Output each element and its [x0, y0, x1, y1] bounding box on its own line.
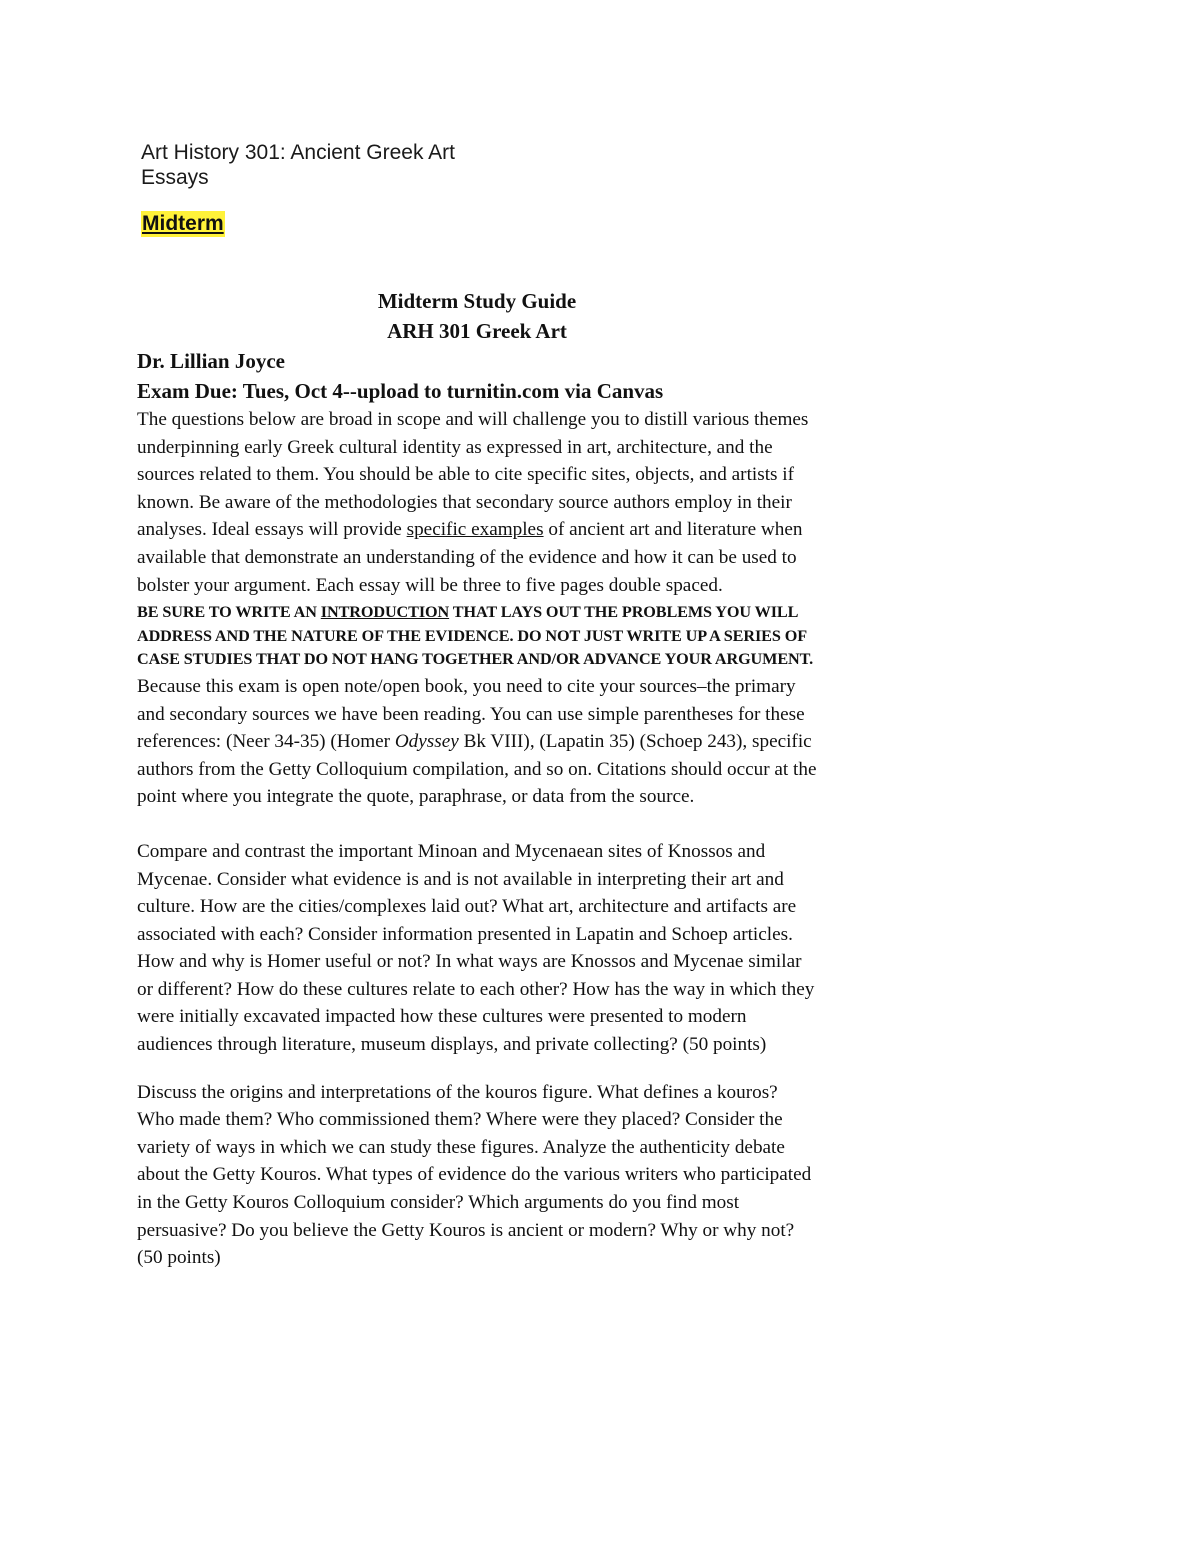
document-header [141, 140, 455, 190]
course-title: Art History 301: Ancient Greek Art [141, 141, 455, 164]
warning-text: BE SURE TO WRITE AN [137, 603, 321, 622]
intro-underlined-text: specific examples [406, 519, 544, 541]
citation-text: Because this exam is open note/open book, you need to cite your sources–the primary and secondary sources we have been reading. You can use simple parentheses for these references: (Neer 34-35) (Homer [137, 675, 805, 753]
section-title: Essays [141, 166, 209, 189]
study-guide-image [137, 286, 817, 1272]
citation-italic-text: Odyssey [394, 731, 459, 753]
guide-title: Midterm Study Guide [377, 289, 577, 313]
citation-paragraph [137, 673, 817, 811]
essay-question-2: Discuss the origins and interpretations of the kouros figure. What defines a kouros? Who made them? Who commissioned them? Where were they placed? Consider the variety of ways in which we can study these figures. Analyze the authenticity debate about the Getty Kouros. What types of evidence do the various writers who participated in the Getty Kouros Colloquium consider? Which arguments do you find most persuasive? Do you believe the Getty Kouros is ancient or modern? Why or why not? (50 points) [137, 1081, 812, 1269]
warning-text-end: THAT LAYS OUT THE PROBLEMS YOU WILL ADDRESS AND THE NATURE OF THE EVIDENCE. DO NOT JUST WRITE UP A SERIES OF CASE STUDIES THAT DO NOT HANG TOGETHER AND/OR ADVANCE YOUR ARGUMENT. [137, 603, 814, 669]
guide-subtitle: ARH 301 Greek Art [387, 319, 567, 343]
introduction-warning [137, 601, 817, 672]
essay-question-1: Compare and contrast the important Minoan and Mycenaean sites of Knossos and Mycenae. Consider what evidence is and is not available in interpreting their art and culture. How are the cities/complexes laid out? What art, architecture and artifacts are associated with each? Consider information presented in Lapatin and Schoep articles. How and why is Homer useful or not? In what ways are Knossos and Mycenae similar or different? How do these cultures relate to each other? How has the way in which they were initially excavated impacted how these cultures were presented to modern audiences through literature, museum displays, and private collecting? (50 points) [137, 840, 815, 1056]
citation-text-end: Bk VIII), (Lapatin 35) (Schoep 243), specific authors from the Getty Colloquium compilation, and so on. Citations should occur at the point where you integrate the quote, paraphrase, or data from the source. [137, 731, 817, 808]
due-date: Exam Due: Tues, Oct 4--upload to turnitin.com via Canvas [137, 379, 664, 403]
midterm-heading: Midterm [142, 212, 224, 235]
warning-underlined-text: INTRODUCTION [320, 603, 450, 622]
intro-paragraph [137, 406, 817, 599]
intro-text-end: of ancient art and literature when available that demonstrate an understanding of the evidence and how it can be used to bolster your argument. Each essay will be three to five pages double spaced. [137, 519, 803, 596]
instructor-name: Dr. Lillian Joyce [137, 349, 285, 373]
intro-text: The questions below are broad in scope and will challenge you to distill various themes underpinning early Greek cultural identity as expressed in art, architecture, and the sources related to them. You should be able to cite specific sites, objects, and artists if known. Be aware of the methodologies that secondary source authors employ in their analyses. Ideal essays will provide [137, 409, 809, 541]
